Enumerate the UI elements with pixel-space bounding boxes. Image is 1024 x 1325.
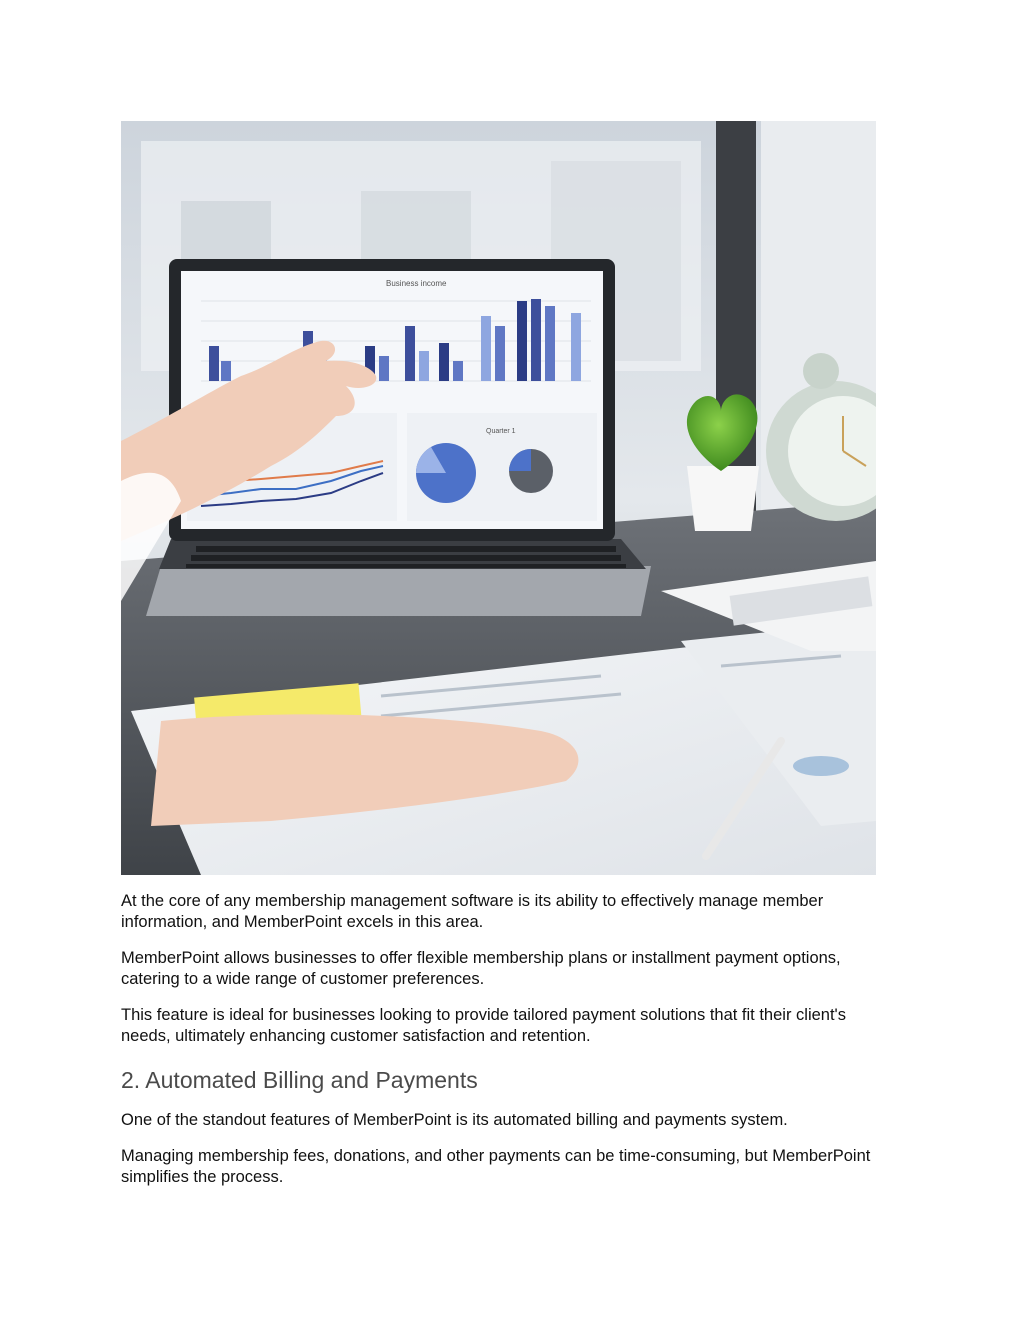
hero-photo xyxy=(121,121,876,875)
paragraph: MemberPoint allows businesses to offer flexible membership plans or installment payment options, catering to a wide range of customer preferences. xyxy=(121,949,841,988)
screen-chart-title: Business income xyxy=(386,279,447,288)
laptop-analytics-photo xyxy=(121,121,876,875)
section-heading: 2. Automated Billing and Payments xyxy=(121,1067,478,1093)
screen-pie-title: Quarter 1 xyxy=(486,428,516,435)
article-body xyxy=(121,891,881,1203)
paragraph: Managing membership fees, donations, and other payments can be time-consuming, but MemberPoint simplifies the process. xyxy=(121,1147,871,1186)
paragraph: At the core of any membership management software is its ability to effectively manage member information, and MemberPoint excels in this area. xyxy=(121,892,824,931)
paragraph: This feature is ideal for businesses looking to provide tailored payment solutions that fit their client's needs, ultimately enhancing customer satisfaction and retention. xyxy=(121,1006,846,1045)
paragraph: One of the standout features of MemberPoint is its automated billing and payments system. xyxy=(121,1111,788,1129)
